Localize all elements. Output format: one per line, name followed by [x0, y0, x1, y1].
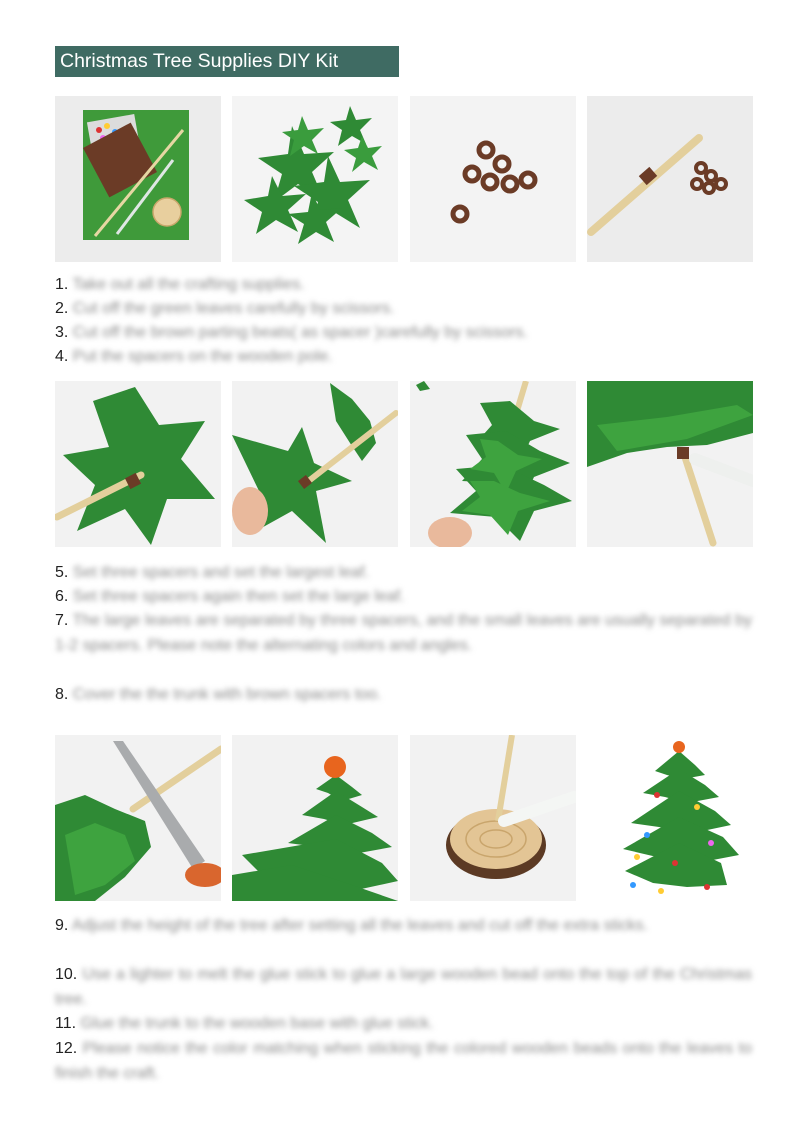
cut-stick-photo [55, 735, 221, 901]
trunk-spacers-photo [587, 381, 753, 547]
step-item: 5. Set three spacers and set the largest leaf. [55, 564, 369, 581]
brown-spacers-photo [410, 96, 576, 262]
large-leaf-photo [232, 381, 398, 547]
step-item: 3. Cut off the brown parting beats( as spacer )carefully by scissors. [55, 324, 528, 341]
step-item: 2. Cut off the green leaves carefully by scissors. [55, 300, 395, 317]
step-item: 11. Glue the trunk to the wooden base with glue stick. [55, 1015, 434, 1032]
finished-tree-photo [587, 735, 753, 901]
stacked-leaves-photo [410, 381, 576, 547]
supplies-kit-photo [55, 96, 221, 262]
page-title: Christmas Tree Supplies DIY Kit [55, 46, 399, 77]
spacers-on-pole-photo [587, 96, 753, 262]
largest-leaf-photo [55, 381, 221, 547]
step-item: 6. Set three spacers again then set the large leaf. [55, 588, 405, 605]
step-item: 9. Adjust the height of the tree after setting all the leaves and cut off the extra sticks. [55, 917, 648, 934]
step-item: 4. Put the spacers on the wooden pole. [55, 348, 333, 365]
wooden-base-photo [410, 735, 576, 901]
step-item: 10. Use a lighter to melt the glue stick to glue a large wooden bead onto the top of the Christmas tree. [55, 966, 752, 1008]
step-item: 12. Please notice the color matching when sticking the colored wooden beads onto the leaves to finish the craft. [55, 1040, 752, 1082]
felt-stars-photo [232, 96, 398, 262]
step-item: 1. Take out all the crafting supplies. [55, 276, 305, 293]
top-bead-photo [232, 735, 398, 901]
step-item: 7. The large leaves are separated by three spacers, and the small leaves are usually separated by 1-2 spacers. Please note the alternating colors and angles. [55, 612, 753, 654]
step-item: 8. Cover the the trunk with brown spacers too. [55, 686, 382, 703]
